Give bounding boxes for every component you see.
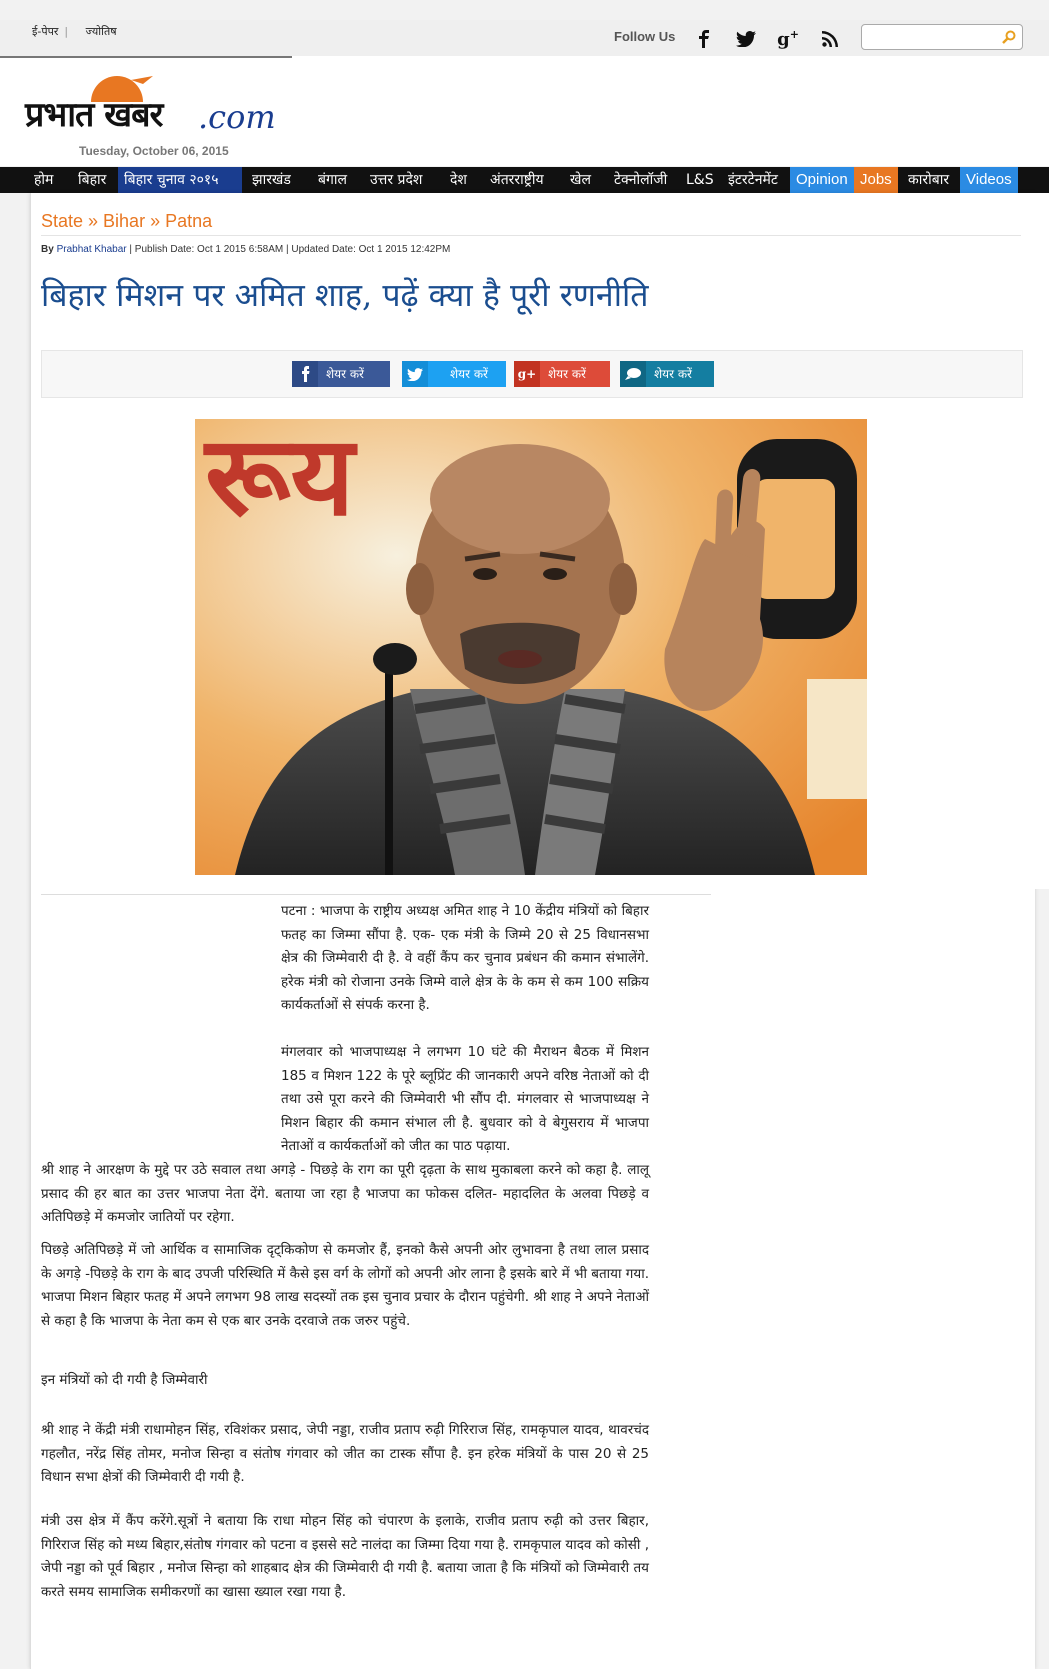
search-icon[interactable]: [1002, 29, 1016, 48]
top-bar: [0, 20, 1049, 56]
article-paragraph-2: मंगलवार को भाजपाध्यक्ष ने लगभग 10 घंटे की मैराथन बैठक में मिशन 185 व मिशन 122 के पूरे ब्लूप्रिंट की जानकारी अपने वरिष्ठ नेताओं को दी तथा उसे पूरा करने की जिम्मेवारी भी सौंप दी. मंगलवार से भाजपाध्यक्ष ने मिशन बिहार की कमान संभाल ली है. बुधवार को वे बेगुसराय में भाजपा नेताओं व कार्यकर्ताओं को जीत का पाठ पढ़ाया.: [281, 1044, 649, 1154]
nav-item-videos[interactable]: Videos: [960, 167, 1018, 193]
article-divider: [41, 894, 711, 895]
share-label: शेयर करें: [548, 367, 586, 381]
rss-icon[interactable]: [817, 26, 843, 52]
article-paragraph-3: पिछड़े अतिपिछड़े में जो आर्थिक व सामाजिक दृट्किकोण से कमजोर हैं, इनको कैसे अपनी ओर लुभावना है तथा लाल प्रसाद के अगड़े -पिछड़े के राग के बाद उपजी परिस्थिति में कैसे इस वर्ग के लोगों को अपनी ओर लाना है इसके बारे में भी बताया गया. भाजपा मिशन बिहार फतह में अपने लगभग 98 लाख सदस्यों तक इस चुनाव प्रचार के दौरान पहुंचेगी. श्री शाह ने अपने नेताओं से कहा है कि भाजपा के नेता कम से एक बार उनके दरवाजे तक जरुर पहुंचे.: [41, 1242, 649, 1329]
follow-us-label: Follow Us: [614, 29, 676, 44]
publish-meta: | Publish Date: Oct 1 2015 6:58AM | Updated Date: Oct 1 2015 12:42PM: [129, 244, 451, 255]
logo-text: प्रभात खबर: [25, 95, 163, 135]
twitter-icon[interactable]: [733, 26, 759, 52]
nav-item-lns[interactable]: L&S: [686, 172, 714, 188]
right-gutter: [1034, 193, 1049, 889]
author-link[interactable]: Prabhat Khabar: [56, 244, 127, 255]
breadcrumb-divider: [41, 235, 1021, 236]
share-label: शेयर करें: [654, 367, 692, 381]
article-subheading: इन मंत्रियों को दी गयी है जिम्मेवारी: [41, 1372, 208, 1388]
share-google-plus-button[interactable]: [514, 361, 610, 387]
nav-item-bihar-election[interactable]: बिहार चुनाव २०१५: [118, 167, 242, 193]
main-nav: [0, 167, 1049, 193]
site-logo[interactable]: [25, 80, 295, 160]
article-photo: [195, 419, 867, 875]
nav-item-bengal[interactable]: बंगाल: [318, 172, 347, 188]
google-plus-share-icon: g+: [514, 361, 540, 387]
nav-item-entertainment[interactable]: इंटरटेनमेंट: [728, 172, 778, 188]
by-label: By: [41, 244, 54, 255]
article-title: बिहार मिशन पर अमित शाह, पढ़ें क्या है पूरी रणनीति: [41, 276, 649, 314]
nav-item-technology[interactable]: टेक्नोलॉजी: [614, 172, 668, 188]
facebook-share-icon: [292, 361, 318, 387]
byline: [41, 244, 450, 255]
article-paragraph-5: मंत्री उस क्षेत्र में कैंप करेंगे.सूत्रों ने बताया कि राधा मोहन सिंह को चंपारण के इलाके, राजीव प्रताप रुढ़ी को उत्तर बिहार, गिरिराज सिंह को मध्य बिहार,संतोष गंगवार को पटना व इससे सटे नालंदा का जिम्मा दिया गया है. रामकृपाल यादव को कोसी , जेपी नड्डा को पूर्व बिहार , मनोज सिन्हा को शाहबाद क्षेत्र की जिम्मेवारी दी गयी है. बताया जाता है कि मंत्रियों को जिम्मेवारी तय करते समय सामाजिक समीकरणों का खासा ख्याल रखा गया है.: [41, 1513, 649, 1600]
nav-item-desh[interactable]: देश: [450, 172, 467, 188]
nav-item-bihar[interactable]: बिहार: [78, 172, 107, 188]
share-facebook-button[interactable]: [292, 361, 390, 387]
nav-item-opinion[interactable]: Opinion: [790, 167, 854, 193]
google-plus-icon[interactable]: g+: [777, 28, 799, 50]
nav-item-up[interactable]: उत्तर प्रदेश: [370, 172, 423, 188]
top-links: ई-पेपर | ज्योतिष: [32, 25, 117, 38]
article-container: [30, 193, 1035, 1669]
nav-item-business[interactable]: कारोबार: [908, 172, 950, 188]
article-paragraph-4: श्री शाह ने केंद्री मंत्री राधामोहन सिंह, रविशंकर प्रसाद, जेपी नड्डा, राजीव प्रताप रुढ़ी गिरिराज सिंह, रामकृपाल यादव, थावरचंद गहलौत, नरेंद्र सिंह तोमर, मनोज सिन्हा व संतोष गंगवार को जीत का टास्क सौंपा है. इन हरेक मंत्रियों के पास 20 से 25 विधान सभा क्षेत्रों की जिम्मेवारी दी गयी है.: [41, 1422, 649, 1485]
epaper-link[interactable]: ई-पेपर: [32, 25, 59, 38]
nav-item-sports[interactable]: खेल: [570, 172, 591, 188]
article-paragraph-1: पटना : भाजपा के राष्ट्रीय अध्यक्ष अमित शाह ने 10 केंद्रीय मंत्रियों को बिहार फतह का जिम्मा सौंपा है. एक- एक मंत्री के जिम्मे 20 से 25 विधानसभा क्षेत्र की जिम्मेवारी दी है. वे वहीं कैंप कर चुनाव प्रबंधन की कमान संभालेंगे. हरेक मंत्री को रोजाना उनके जिम्मे वाले क्षेत्र के के कम से कम 100 सक्रिय कार्यकर्ताओं से संपर्क करना है.: [281, 903, 649, 1013]
logo-suffix: .com: [198, 98, 276, 136]
twitter-share-icon: [402, 361, 428, 387]
search-box[interactable]: [861, 24, 1023, 50]
site-header: [0, 56, 1049, 166]
share-label: शेयर करें: [450, 367, 488, 381]
header-rule: [0, 56, 292, 58]
breadcrumb[interactable]: State » Bihar » Patna: [41, 211, 213, 231]
comment-icon: [620, 361, 646, 387]
nav-item-international[interactable]: अंतरराष्ट्रीय: [490, 172, 544, 188]
astrology-link[interactable]: ज्योतिष: [85, 25, 117, 38]
share-bar: [41, 350, 1023, 398]
amit-shah-photo: [195, 419, 867, 875]
share-twitter-button[interactable]: [402, 361, 506, 387]
nav-item-home[interactable]: होम: [34, 172, 54, 188]
share-comment-button[interactable]: [620, 361, 714, 387]
svg-text:रूय: रूय: [205, 419, 355, 540]
share-label: शेयर करें: [326, 367, 364, 381]
current-date: Tuesday, October 06, 2015: [79, 144, 229, 158]
nav-item-jharkhand[interactable]: झारखंड: [252, 172, 291, 188]
facebook-icon[interactable]: [691, 26, 717, 52]
article-paragraph-2b: श्री शाह ने आरक्षण के मुद्दे पर उठे सवाल तथा अगड़े - पिछड़े के राग का पूरी दृढ़ता के साथ मुकाबला करने को कहा है. लालू प्रसाद की हर बात का उत्तर भाजपा नेता देंगे. बताया जा रहा है भाजपा का फोकस दलित- महादलित के अलवा पिछड़े व अतिपिछड़े में कमजोर जातियों पर रहेगा.: [41, 1162, 649, 1225]
nav-item-jobs[interactable]: Jobs: [854, 167, 898, 193]
search-input[interactable]: [866, 27, 998, 49]
